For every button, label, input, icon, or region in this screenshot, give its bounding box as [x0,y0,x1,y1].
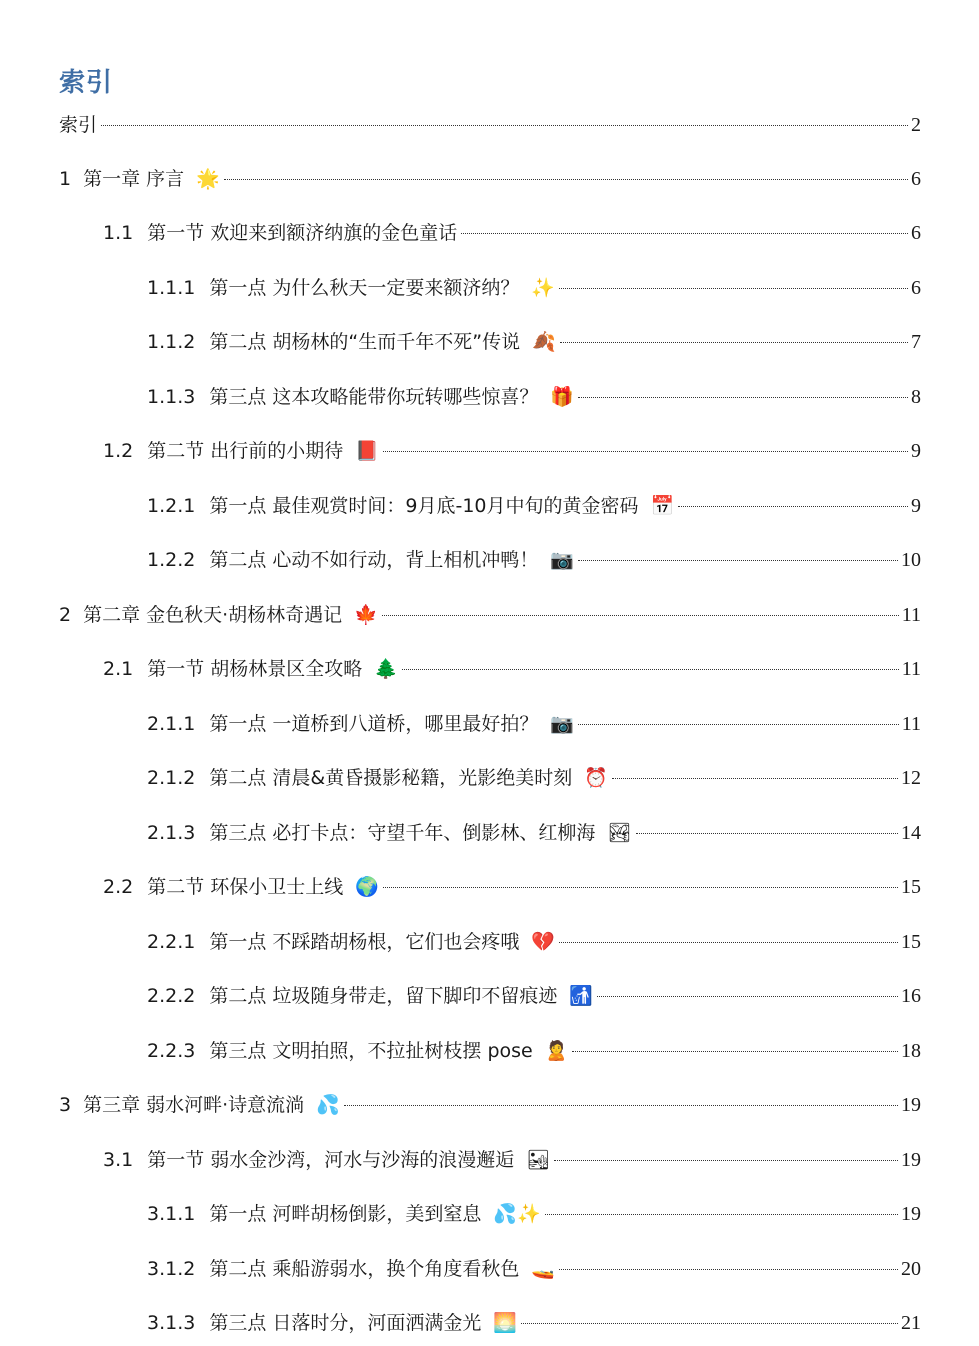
toc-entry-title: 第一点 不踩踏胡杨根，它们也会疼哦 [209,931,520,953]
toc-entry-number: 1.2.2 [147,549,196,571]
toc-page-number: 21 [901,1312,921,1334]
toc-entry-title: 第三点 这本攻略能带你玩转哪些惊喜？ [209,386,539,408]
page-title: 索引 [59,68,114,98]
dot-leader [559,288,908,289]
toc-entry-title: 第一点 为什么秋天一定要来额济纳？ [209,277,520,299]
toc-entry[interactable] [147,1200,921,1228]
camera-icon: 📷 [550,713,575,735]
toc-page-number: 10 [901,549,921,571]
book-icon: 📕 [355,440,379,462]
toc-entry-title: 第一节 胡杨林景区全攻略 [147,658,363,680]
toc-entry[interactable] [147,1255,921,1283]
water-droplets-icon: 💦 [316,1094,340,1116]
toc-page-number: 6 [911,277,921,299]
dot-leader [224,179,908,180]
toc-entry[interactable] [147,546,921,574]
toc-entry-title: 第一节 欢迎来到额济纳旗的金色童话 [147,222,458,244]
toc-entry-title: 第三点 必打卡点：守望千年、倒影林、红柳海 [209,822,596,844]
dot-leader [521,1323,898,1324]
toc-page-number: 15 [901,931,921,953]
toc-page-number: 15 [901,876,921,898]
fallen-leaf-icon: 🍂 [532,331,556,353]
toc-entry[interactable] [147,819,921,847]
glowing-star-icon: 🌟 [196,168,220,190]
toc-entry-title: 第一点 最佳观赏时间：9月底-10月中旬的黄金密码 [209,495,639,517]
dot-leader [554,1160,898,1161]
toc-entry-number: 1.1.2 [147,331,196,353]
camera-icon: 📷 [550,549,575,571]
toc-entry-number: 1.2.1 [147,495,196,517]
toc-page-number: 7 [911,331,921,353]
dot-leader [559,1269,898,1270]
toc-entry[interactable] [147,274,921,302]
toc-entry-number: 2.2.3 [147,1040,196,1062]
toc-entry[interactable] [103,873,921,901]
toc-entry-title: 第二点 垃圾随身带走，留下脚印不留痕迹 [209,985,558,1007]
toc-entry-title: 第二点 心动不如行动，背上相机冲鸭！ [209,549,539,571]
toc-page-number: 9 [911,440,921,462]
toc-entry[interactable] [147,492,921,520]
toc-entry[interactable] [103,437,921,465]
toc-page-number: 11 [901,604,921,626]
dot-leader [612,778,898,779]
toc-page-number: 2 [911,114,921,136]
toc-entry-number: 2.2 [103,876,134,898]
toc-entry-number: 2.2.1 [147,931,196,953]
toc-page-number: 16 [901,985,921,1007]
toc-entry[interactable] [147,1037,921,1065]
toc-entry-title: 第一点 一道桥到八道桥，哪里最好拍？ [209,713,539,735]
sparkles-icon: ✨ [531,277,556,299]
toc-entry-title: 第二节 环保小卫士上线 [147,876,344,898]
broken-heart-icon: 💔 [531,931,556,953]
toc-entry-number: 1.1.3 [147,386,196,408]
dot-leader [383,887,898,888]
toc-page-number: 8 [911,386,921,408]
toc-entry-title: 第三章 弱水河畔·诗意流淌 [83,1094,305,1116]
alarm-clock-icon: ⏰ [584,767,608,789]
toc-entry-title: 第三点 文明拍照，不拉扯树枝摆 pose [209,1040,533,1062]
landscape-icon: 🏞 [607,822,632,844]
toc-entry-number: 2 [59,604,72,626]
toc-entry-number: 2.1.2 [147,767,196,789]
toc-entry-number: 2.2.2 [147,985,196,1007]
toc-page-number: 6 [911,168,921,190]
toc-entry-number: 2.1.3 [147,822,196,844]
toc-entry[interactable] [59,165,921,193]
toc-entry[interactable] [103,655,921,683]
toc-page-number: 19 [901,1094,921,1116]
dot-leader [559,942,898,943]
dot-leader [572,1051,898,1052]
toc-entry[interactable] [147,710,921,738]
litter-bin-icon: 🚮 [569,985,594,1007]
dot-leader [461,233,908,234]
gift-icon: 🎁 [550,386,575,408]
globe-icon: 🌍 [355,876,379,898]
dot-leader [344,1105,898,1106]
desert-icon: 🏜 [526,1149,551,1171]
dot-leader [636,833,898,834]
droplets-sparkles-icon: 💦✨ [493,1203,541,1225]
toc-entry-number: 3.1.1 [147,1203,196,1225]
toc-entry[interactable] [59,601,921,629]
dot-leader [101,125,908,126]
toc-entry-title: 第二章 金色秋天·胡杨林奇遇记 [83,604,343,626]
toc-page-number: 6 [911,222,921,244]
dot-leader [382,615,899,616]
sunset-icon: 🌅 [493,1312,518,1334]
evergreen-tree-icon: 🌲 [374,658,398,680]
toc-entry-number: 3.1 [103,1149,134,1171]
dot-leader [578,397,908,398]
toc-entry-number: 3.1.3 [147,1312,196,1334]
toc-page-number: 11 [901,658,921,680]
toc-entry[interactable] [147,383,921,411]
dot-leader [545,1214,898,1215]
toc-page-number: 14 [901,822,921,844]
toc-entry[interactable] [59,1091,921,1119]
toc-entry-title: 第一节 弱水金沙湾，河水与沙海的浪漫邂逅 [147,1149,515,1171]
toc-entry[interactable] [103,219,921,247]
calendar-icon: 📅 [650,495,675,517]
toc-entry-title: 第二点 胡杨林的“生而千年不死”传说 [209,331,521,353]
toc-page-number: 9 [911,495,921,517]
toc-entry[interactable] [103,1146,921,1174]
toc-entry-number: 1.1 [103,222,134,244]
dot-leader [402,669,899,670]
toc-entry-title: 索引 [59,114,98,136]
toc-page-number: 19 [901,1203,921,1225]
dot-leader [560,342,908,343]
toc-page-number: 11 [901,713,921,735]
toc-entry-title: 第一章 序言 [83,168,185,190]
toc-entry-number: 3.1.2 [147,1258,196,1280]
maple-leaf-icon: 🍁 [354,604,378,626]
boat-icon: 🚤 [531,1258,556,1280]
dot-leader [578,560,898,561]
toc-entry-title: 第三点 日落时分，河面洒满金光 [209,1312,482,1334]
toc-page-number: 19 [901,1149,921,1171]
dot-leader [678,506,908,507]
toc-entry[interactable] [147,764,921,792]
toc-entry-title: 第二节 出行前的小期待 [147,440,344,462]
toc-page-number: 20 [901,1258,921,1280]
toc-entry[interactable] [147,928,921,956]
toc-entry-title: 第一点 河畔胡杨倒影，美到窒息 [209,1203,482,1225]
toc-entry-number: 1.1.1 [147,277,196,299]
toc-entry[interactable] [59,111,921,139]
toc-entry-number: 3 [59,1094,72,1116]
toc-entry-number: 2.1 [103,658,134,680]
toc-entry[interactable] [147,1309,921,1337]
toc-entry[interactable] [147,328,921,356]
toc-entry-number: 1 [59,168,72,190]
toc-page-number: 18 [901,1040,921,1062]
dot-leader [597,996,898,997]
toc-entry[interactable] [147,982,921,1010]
person-posing-icon: 🙎 [544,1040,569,1062]
toc-page-number: 12 [901,767,921,789]
toc-entry-title: 第二点 乘船游弱水，换个角度看秋色 [209,1258,520,1280]
dot-leader [578,724,899,725]
toc-entry-title: 第二点 清晨&黄昏摄影秘籍，光影绝美时刻 [209,767,573,789]
dot-leader [383,451,908,452]
toc-entry-number: 1.2 [103,440,134,462]
toc-entry-number: 2.1.1 [147,713,196,735]
